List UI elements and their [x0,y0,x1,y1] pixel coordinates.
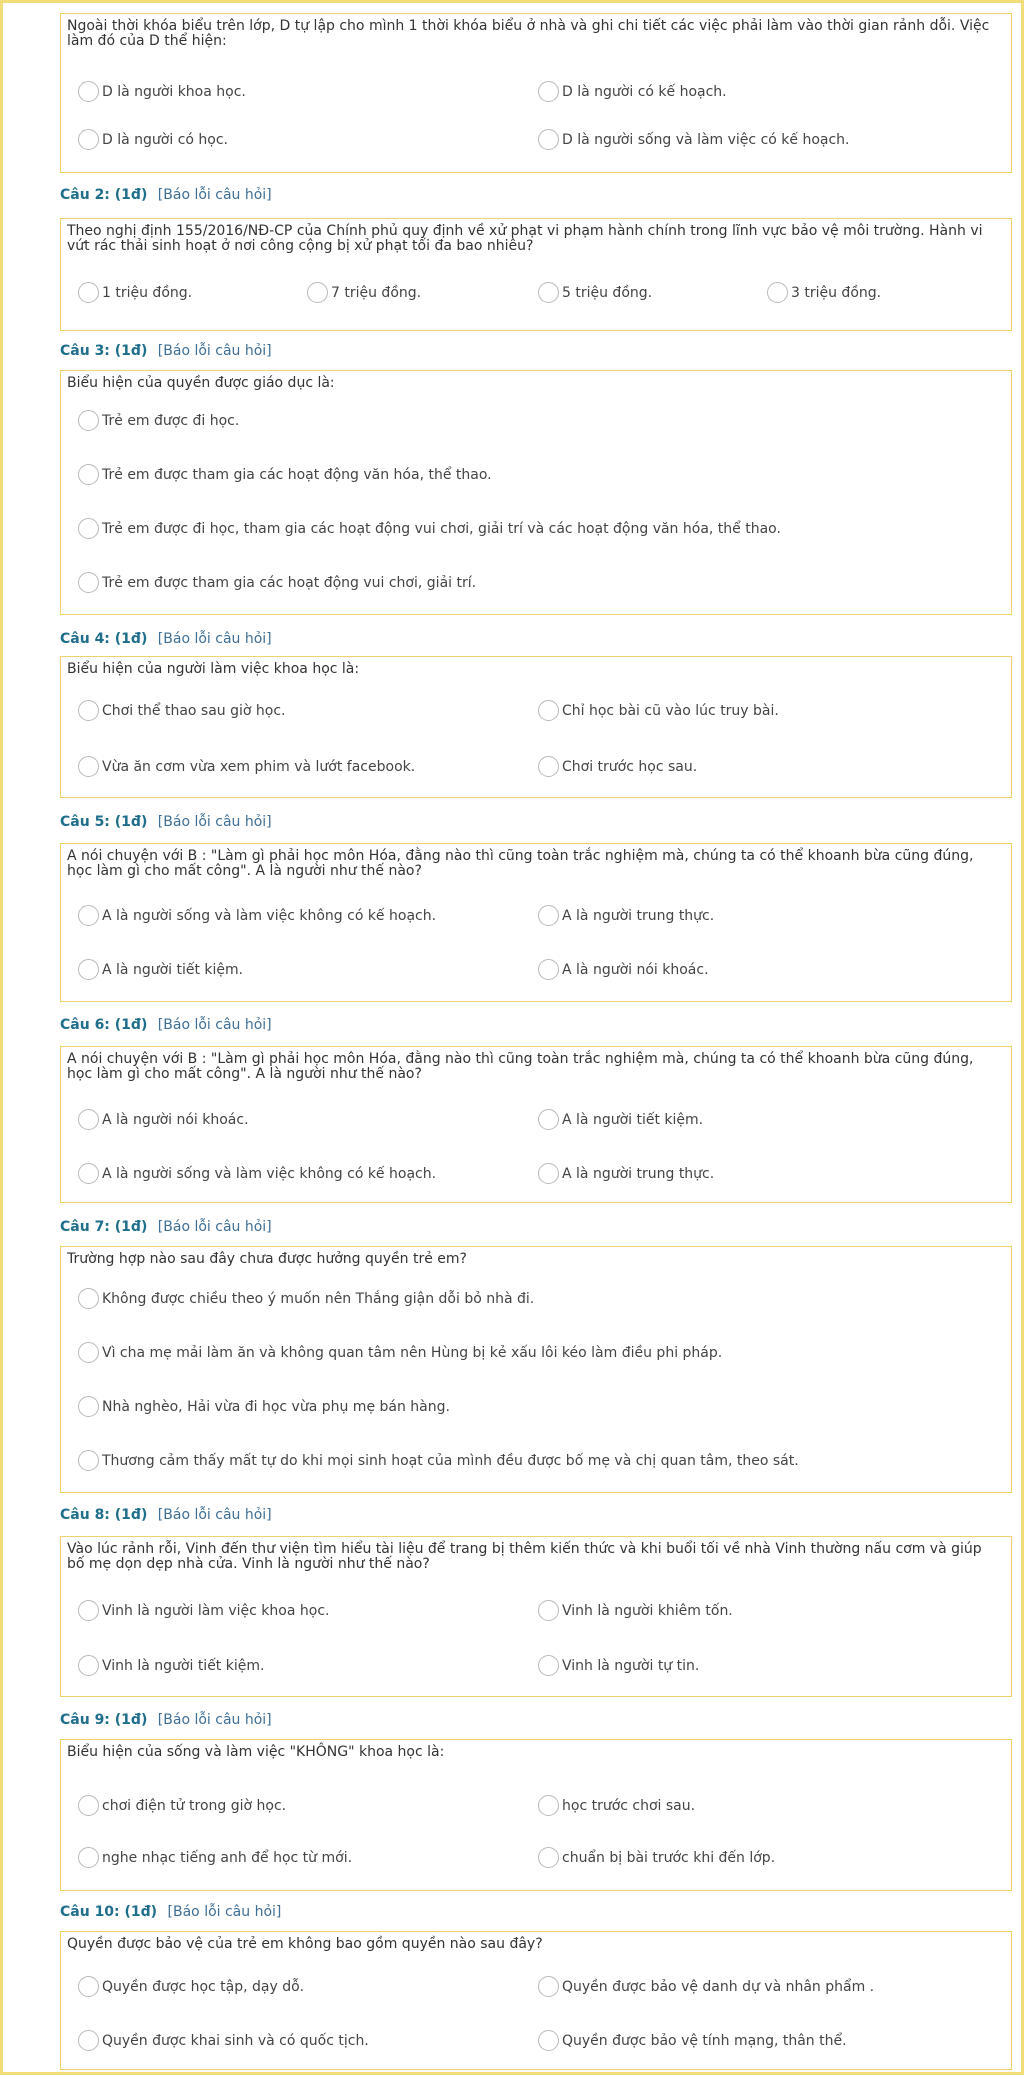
radio-button[interactable] [538,756,559,777]
radio-button[interactable] [538,905,559,926]
question-box [60,1739,1012,1891]
question-text: A nói chuyện với B : "Làm gì phải học môn Hóa, đằng nào thì cũng toàn trắc nghiệm mà, chúng ta có thể khoanh bừa cũng đúng, học làm gì cho mất công". A là người như thế nào? [67,848,974,879]
answer-label: Vinh là người làm việc khoa học. [102,1603,330,1619]
radio-button[interactable] [538,700,559,721]
radio-button[interactable] [538,1795,559,1816]
question-text: Trường hợp nào sau đây chưa được hưởng quyền trẻ em? [67,1251,467,1267]
question-header [60,1014,272,1036]
answer-label: Trẻ em được đi học, tham gia các hoạt động vui chơi, giải trí và các hoạt động văn hóa, thể thao. [102,521,781,537]
radio-button[interactable] [538,1600,559,1621]
question-box [60,1046,1012,1203]
answer-label: Chơi thể thao sau giờ học. [102,703,286,719]
question-text: Vào lúc rảnh rỗi, Vinh đến thư viện tìm hiểu tài liệu để trang bị thêm kiến thức và khi buổi tối về nhà Vinh thường nấu cơm và giúp bố mẹ dọn dẹp nhà cửa. Vinh là người như thế nào? [67,1541,982,1572]
radio-button[interactable] [78,1396,99,1417]
question-header [60,1216,272,1238]
answer-label: 1 triệu đồng. [102,285,193,301]
answer-label: Không được chiều theo ý muốn nên Thắng giận dỗi bỏ nhà đi. [102,1291,535,1307]
radio-button[interactable] [78,129,99,150]
answer-label: Vì cha mẹ mải làm ăn và không quan tâm nên Hùng bị kẻ xấu lôi kéo làm điều phi pháp. [102,1345,723,1361]
question-box [60,370,1012,615]
answer-label: A là người trung thực. [562,908,715,924]
question-text: Biểu hiện của quyền được giáo dục là: [67,375,335,391]
question-header [60,1901,281,1923]
radio-button[interactable] [538,1655,559,1676]
question-number: Câu 7: (1đ) [60,1219,148,1235]
question-box [60,843,1012,1002]
question-number: Câu 5: (1đ) [60,814,148,830]
radio-button[interactable] [538,81,559,102]
question-box [60,1536,1012,1697]
answer-label: chơi điện tử trong giờ học. [102,1798,287,1814]
radio-button[interactable] [538,129,559,150]
radio-button[interactable] [78,1795,99,1816]
question-text: Biểu hiện của sống và làm việc "KHÔNG" khoa học là: [67,1744,445,1760]
report-error-link[interactable]: [Báo lỗi câu hỏi] [157,343,272,359]
radio-button[interactable] [78,959,99,980]
question-number: Câu 4: (1đ) [60,631,148,647]
radio-button[interactable] [78,572,99,593]
question-number: Câu 10: (1đ) [60,1904,158,1920]
answer-label: 5 triệu đồng. [562,285,653,301]
radio-button[interactable] [767,282,788,303]
radio-button[interactable] [78,1600,99,1621]
radio-button[interactable] [78,282,99,303]
question-header [60,1504,272,1526]
question-box [60,656,1012,798]
answer-label: Chơi trước học sau. [562,759,698,775]
radio-button[interactable] [78,464,99,485]
report-error-link[interactable]: [Báo lỗi câu hỏi] [157,1219,272,1235]
question-header [60,628,272,650]
answer-label: 7 triệu đồng. [331,285,422,301]
radio-button[interactable] [78,1288,99,1309]
report-error-link[interactable]: [Báo lỗi câu hỏi] [157,187,272,203]
answer-label: A là người tiết kiệm. [562,1112,704,1128]
question-box [60,1931,1012,2070]
radio-button[interactable] [78,700,99,721]
radio-button[interactable] [78,1450,99,1471]
radio-button[interactable] [538,1976,559,1997]
question-header [60,811,272,833]
radio-button[interactable] [307,282,328,303]
radio-button[interactable] [78,81,99,102]
question-text: Theo nghị định 155/2016/NĐ-CP của Chính phủ quy định về xử phạt vi phạm hành chính trong lĩnh vực bảo vệ môi trường. Hành vi vứt rác thải sinh hoạt ở nơi công cộng bị xử phạt tối đa bao nhiêu? [67,223,983,254]
answer-label: Vinh là người khiêm tốn. [562,1603,733,1619]
radio-button[interactable] [538,282,559,303]
question-number: Câu 9: (1đ) [60,1712,148,1728]
report-error-link[interactable]: [Báo lỗi câu hỏi] [167,1904,282,1920]
answer-label: Thương cảm thấy mất tự do khi mọi sinh hoạt của mình đều được bố mẹ và chị quan tâm, theo sát. [102,1453,799,1469]
question-header [60,340,272,362]
report-error-link[interactable]: [Báo lỗi câu hỏi] [157,1017,272,1033]
question-text: Quyền được bảo vệ của trẻ em không bao gồm quyền nào sau đây? [67,1936,543,1952]
answer-label: Trẻ em được tham gia các hoạt động vui chơi, giải trí. [102,575,477,591]
answer-label: 3 triệu đồng. [791,285,882,301]
answer-label: Quyền được bảo vệ danh dự và nhân phẩm . [562,1979,875,1995]
answer-label: D là người khoa học. [102,84,246,100]
answer-label: nghe nhạc tiếng anh để học từ mới. [102,1850,353,1866]
question-number: Câu 3: (1đ) [60,343,148,359]
answer-label: A là người nói khoác. [102,1112,249,1128]
answer-label: Trẻ em được đi học. [102,413,240,429]
answer-label: Nhà nghèo, Hải vừa đi học vừa phụ mẹ bán hàng. [102,1399,450,1415]
question-header [60,184,272,206]
answer-label: Vinh là người tự tin. [562,1658,700,1674]
question-header [60,1709,272,1731]
answer-label: A là người sống và làm việc không có kế hoạch. [102,908,437,924]
question-number: Câu 2: (1đ) [60,187,148,203]
radio-button[interactable] [78,1655,99,1676]
answer-label: học trước chơi sau. [562,1798,696,1814]
radio-button[interactable] [538,2030,559,2051]
answer-label: Quyền được khai sinh và có quốc tịch. [102,2033,369,2049]
radio-button[interactable] [78,756,99,777]
radio-button[interactable] [538,1847,559,1868]
answer-label: Chỉ học bài cũ vào lúc truy bài. [562,703,779,719]
answer-label: D là người có học. [102,132,228,148]
question-box [60,1246,1012,1493]
radio-button[interactable] [538,959,559,980]
answer-label: A là người trung thực. [562,1166,715,1182]
answer-label: Quyền được học tập, dạy dỗ. [102,1979,305,1995]
answer-label: Trẻ em được tham gia các hoạt động văn hóa, thể thao. [102,467,492,483]
question-number: Câu 8: (1đ) [60,1507,148,1523]
radio-button[interactable] [78,1847,99,1868]
question-text: Biểu hiện của người làm việc khoa học là: [67,661,360,677]
report-error-link[interactable]: [Báo lỗi câu hỏi] [157,814,272,830]
radio-button[interactable] [78,410,99,431]
report-error-link[interactable]: [Báo lỗi câu hỏi] [157,631,272,647]
report-error-link[interactable]: [Báo lỗi câu hỏi] [157,1507,272,1523]
question-box [60,218,1012,331]
radio-button[interactable] [538,1163,559,1184]
radio-button[interactable] [538,1109,559,1130]
answer-label: Quyền được bảo vệ tính mạng, thân thể. [562,2033,847,2049]
answer-label: chuẩn bị bài trước khi đến lớp. [562,1850,776,1866]
question-text: A nói chuyện với B : "Làm gì phải học môn Hóa, đằng nào thì cũng toàn trắc nghiệm mà, chúng ta có thể khoanh bừa cũng đúng, học làm gì cho mất công". A là người như thế nào? [67,1051,974,1082]
question-number: Câu 6: (1đ) [60,1017,148,1033]
answer-label: D là người sống và làm việc có kế hoạch. [562,132,850,148]
answer-label: D là người có kế hoạch. [562,84,727,100]
answer-label: Vừa ăn cơm vừa xem phim và lướt facebook. [102,759,416,775]
question-box [60,13,1012,173]
radio-button[interactable] [78,2030,99,2051]
question-text: Ngoài thời khóa biểu trên lớp, D tự lập cho mình 1 thời khóa biểu ở nhà và ghi chi tiết các việc phải làm vào thời gian rảnh dỗi. Việc làm đó của D thể hiện: [67,18,990,49]
radio-button[interactable] [78,905,99,926]
radio-button[interactable] [78,1976,99,1997]
radio-button[interactable] [78,518,99,539]
radio-button[interactable] [78,1342,99,1363]
answer-label: A là người sống và làm việc không có kế hoạch. [102,1166,437,1182]
answer-label: A là người tiết kiệm. [102,962,244,978]
report-error-link[interactable]: [Báo lỗi câu hỏi] [157,1712,272,1728]
radio-button[interactable] [78,1109,99,1130]
radio-button[interactable] [78,1163,99,1184]
answer-label: A là người nói khoác. [562,962,709,978]
answer-label: Vinh là người tiết kiệm. [102,1658,265,1674]
